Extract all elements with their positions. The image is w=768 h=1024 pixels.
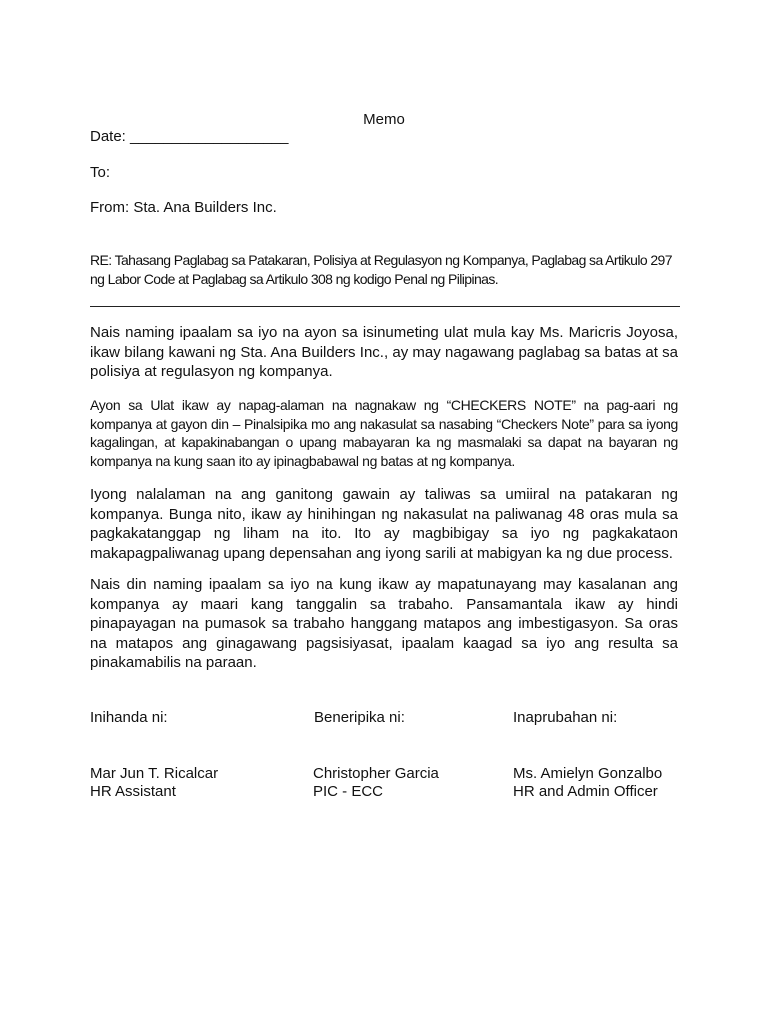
date-line: Date: ___________________ <box>90 128 289 145</box>
signatory-prepared <box>90 765 218 801</box>
divider <box>90 306 680 307</box>
prepared-by-label: Inihanda ni: <box>90 709 168 726</box>
verified-by-label: Beneripika ni: <box>314 709 405 726</box>
re-subject: RE: Tahasang Paglabag sa Patakaran, Polisiya at Regulasyon ng Kompanya, Paglabag sa Artikulo 297 ng Labor Code at Paglabag sa Artikulo 308 ng kodigo Penal ng Pilipinas. <box>90 252 672 287</box>
signatory-position: HR and Admin Officer <box>513 783 658 800</box>
to-line: To: <box>90 164 111 181</box>
signatory-approved <box>513 765 662 801</box>
signatory-name: Ms. Amielyn Gonzalbo <box>513 765 663 782</box>
signatory-position: HR Assistant <box>90 783 176 800</box>
signatory-position: PIC - ECC <box>313 783 384 800</box>
signatory-name: Christopher Garcia <box>313 765 439 782</box>
body-paragraph-1: Nais naming ipaalam sa iyo na ayon sa isinumeting ulat mula kay Ms. Maricris Joyosa, ikaw bilang kawani ng Sta. Ana Builders Inc., ay may nagawang paglabag sa batas at sa polisiya at regulasyon ng kompanya. <box>90 324 678 380</box>
signatory-name: Mar Jun T. Ricalcar <box>90 765 219 782</box>
body-paragraph-3: Iyong nalalaman na ang ganitong gawain ay taliwas sa umiiral na patakaran ng kompanya. Bunga nito, ikaw ay hinihingan ng nakasulat na paliwanag 48 oras mula sa pagkakatanggap ng liham na ito. Ito ay magbibigay sa iyo ng pagkakataon makapagpaliwanag upang depensahan ang iyong sarili at mabigyan ka ng due process. <box>90 486 678 562</box>
approved-by-label: Inaprubahan ni: <box>513 709 618 726</box>
body-paragraph-4: Nais din naming ipaalam sa iyo na kung ikaw ay mapatunayang may kasalanan ang kompanya ay maari kang tanggalin sa trabaho. Pansamantala ikaw ay hindi pinapayagan na pumasok sa trabaho hanggang matapos ang imbestigasyon. Sa oras na matapos ang ginagawang pagsisiyasat, ipaalam kaagad sa iyo ang resulta sa pinakamabilis na paraan. <box>90 576 678 671</box>
signatory-verified <box>313 765 439 801</box>
from-line: From: Sta. Ana Builders Inc. <box>90 199 277 216</box>
memo-title: Memo <box>363 111 405 128</box>
body-paragraph-2: Ayon sa Ulat ikaw ay napag-alaman na nagnakaw ng “CHECKERS NOTE” na pag-aari ng kompanya at gayon din – Pinalsipika mo ang nakasulat sa nasabing “Checkers Note” para sa iyong kagalingan, at kapakinabangan o upang mabayaran ka ng masmalaki sa dapat na bayaran ng kompanya na kung saan ito ay ipinagbabawal ng batas at ng kompanya. <box>90 397 678 469</box>
